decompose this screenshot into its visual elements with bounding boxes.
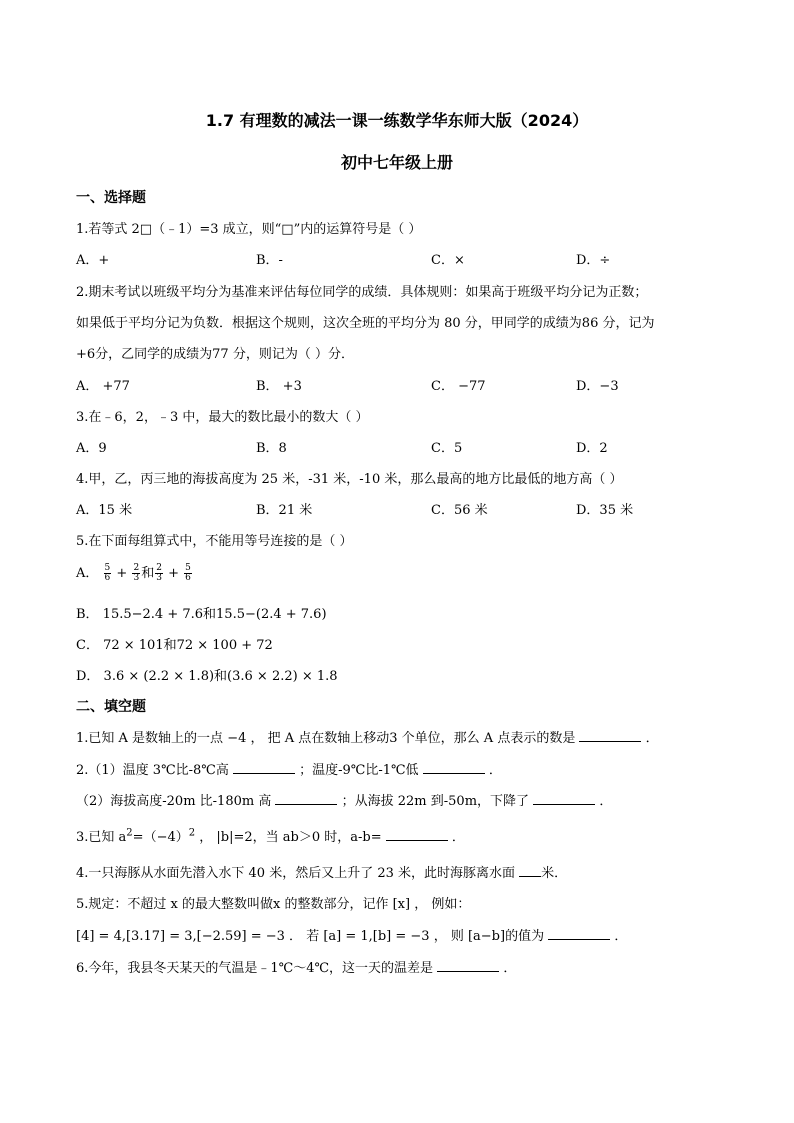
option-b: B．- [256, 253, 283, 268]
fill-question-2-part-2: （2）海拔高度-20m 比-180m 高 ；从海拔 22m 到-50m，下降了 ． [76, 790, 612, 809]
option-b: B．21 米 [256, 503, 313, 518]
fraction: $\frac{5}{6}$ [104, 563, 111, 583]
answer-blank[interactable] [533, 790, 595, 805]
section-heading-fill: 二、填空题 [76, 699, 146, 715]
question-4-options [76, 499, 716, 517]
question-2-line-3: +6分，乙同学的成绩为77 分，则记为（ ）分． [76, 347, 354, 362]
option-b: B．8 [256, 441, 287, 456]
fill-question-5-line-2: [4] = 4,[3.17] = 3,[−2.59] = −3 ． 若 [a] = 1,[b] = −3 ， 则 [a−b]的值为 ． [76, 925, 627, 944]
document-subtitle: 初中七年级上册 [340, 153, 453, 172]
answer-blank[interactable] [386, 826, 448, 841]
question-4-stem: 4.甲，乙，丙三地的海拔高度为 25 米，-31 米，-10 米，那么最高的地方比最低的地方高（ ） [76, 472, 623, 487]
option-a: A．15 米 [76, 503, 133, 518]
fill-question-3: 3.已知 $a^2=(-4)^2$ ， |b|=2，当 ab＞0 时，a-b= ． [76, 827, 465, 845]
option-a: A． +77 [76, 379, 130, 394]
question-2-options [76, 375, 716, 393]
question-5-option-c: C． 72 × 101和72 × 100 + 72 [76, 638, 273, 653]
option-d: D．35 米 [576, 503, 634, 518]
option-c: C．56 米 [431, 503, 488, 518]
option-b: B． +3 [256, 379, 302, 394]
question-5-stem: 5.在下面每组算式中，不能用等号连接的是（ ） [76, 534, 353, 549]
answer-blank[interactable] [548, 925, 610, 940]
option-c: C．× [431, 253, 465, 268]
section-heading-choice: 一、选择题 [76, 190, 146, 206]
question-3-stem: 3.在﹣6，2，﹣3 中，最大的数比最小的数大（ ） [76, 410, 369, 425]
question-2-line-1: 2.期末考试以班级平均分为基准来评估每位同学的成绩．具体规则：如果高于班级平均分记为正数； [76, 285, 648, 300]
document-title: 1.7 有理数的减法一课一练数学华东师大版（2024） [205, 111, 589, 130]
answer-blank[interactable] [437, 957, 499, 972]
fraction: $\frac{5}{6}$ [185, 563, 191, 583]
fill-question-1: 1.已知 A 是数轴上的一点 −4 ， 把 A 点在数轴上移动3 个单位，那么 A 点表示的数是 ． [76, 727, 659, 746]
option-a: A．9 [76, 441, 107, 456]
question-5-option-a: A． $\frac{5}{6}$ + $\frac{2}{3}$ 和 $\frac{2}{3}$ + $\frac{5}{6}$ [76, 563, 191, 583]
fraction: $\frac{2}{3}$ [133, 563, 140, 583]
option-d: D．÷ [576, 253, 611, 268]
answer-blank[interactable] [519, 862, 541, 877]
option-c: C．5 [431, 441, 463, 456]
answer-blank[interactable] [275, 790, 337, 805]
fill-question-5-line-1: 5.规定：不超过 x 的最大整数叫做x 的整数部分，记作 [x] ， 例如： [76, 897, 471, 912]
option-a-label: A． [76, 566, 99, 581]
fill-question-6: 6.今年，我县冬天某天的气温是﹣1℃～4℃，这一天的温差是 ． [76, 957, 516, 976]
option-a: A．+ [76, 253, 110, 268]
answer-blank[interactable] [579, 727, 641, 742]
option-d: D．−3 [576, 379, 619, 394]
answer-blank[interactable] [423, 759, 485, 774]
fill-question-2-part-1: 2.（1）温度 3℃比-8℃高 ；温度-9℃比-1℃低 ． [76, 759, 502, 778]
question-3-options [76, 437, 716, 455]
question-1-options [76, 249, 716, 267]
option-d: D．2 [576, 441, 608, 456]
question-2-line-2: 如果低于平均分记为负数．根据这个规则，这次全班的平均分为 80 分，甲同学的成绩为86 分，记为 [76, 316, 655, 331]
option-c: C． −77 [431, 379, 486, 394]
question-5-option-b: B． 15.5−2.4 + 7.6和15.5−(2.4 + 7.6) [76, 607, 327, 622]
answer-blank[interactable] [233, 759, 295, 774]
question-1-stem: 1.若等式 2□（﹣1）=3 成立，则“□”内的运算符号是（ ） [76, 222, 422, 237]
fill-question-4: 4.一只海豚从水面先潜入水下 40 米，然后又上升了 23 米，此时海豚离水面 米． [76, 862, 567, 881]
fraction: $\frac{2}{3}$ [156, 563, 162, 583]
question-5-option-d: D． 3.6 × (2.2 × 1.8)和(3.6 × 2.2) × 1.8 [76, 669, 338, 684]
